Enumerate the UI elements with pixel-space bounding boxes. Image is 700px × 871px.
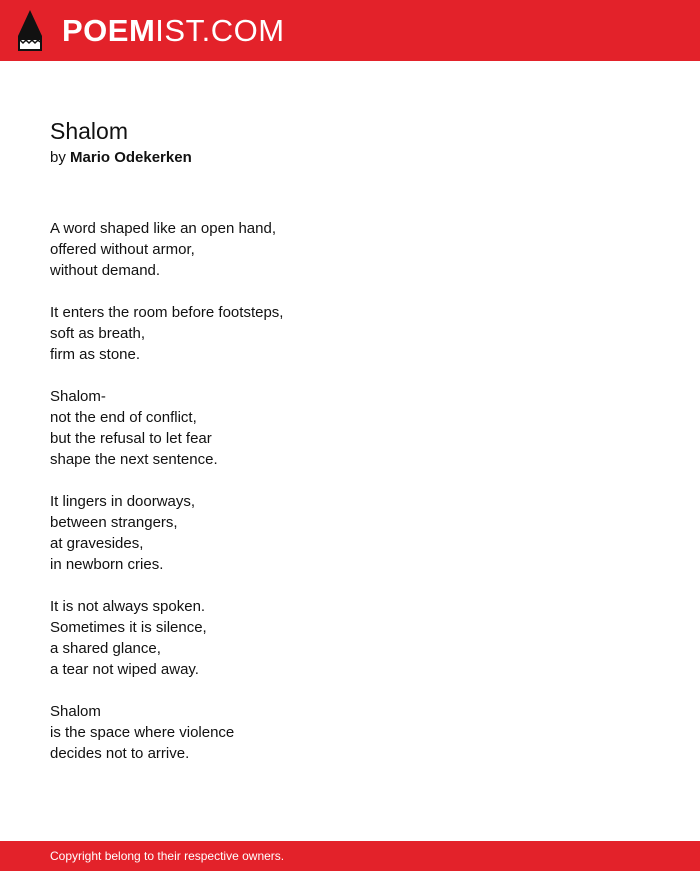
pencil-logo-icon[interactable] xyxy=(18,10,42,51)
site-logo[interactable] xyxy=(62,12,285,50)
site-header xyxy=(0,0,700,61)
logo-bold-part: POEM xyxy=(62,13,156,48)
poem-line: A word shaped like an open hand, xyxy=(50,220,277,237)
poem-line: in newborn cries. xyxy=(50,556,164,573)
poem-line: decides not to arrive. xyxy=(50,745,190,762)
poem-line: soft as breath, xyxy=(50,325,146,342)
logo-light-part: IST.COM xyxy=(155,13,285,48)
byline xyxy=(50,146,650,170)
poem-line: not the end of conflict, xyxy=(50,409,197,426)
poem-line: firm as stone. xyxy=(50,346,141,363)
poem-line: offered without armor, xyxy=(50,241,195,258)
poem-line: a shared glance, xyxy=(50,640,161,657)
poem-line: is the space where violence xyxy=(50,724,235,741)
poem-title: Shalom xyxy=(50,118,128,144)
poem-line: Sometimes it is silence, xyxy=(50,619,207,636)
poem-line: It enters the room before footsteps, xyxy=(50,304,284,321)
poem-line: but the refusal to let fear xyxy=(50,430,212,447)
poem-line: It is not always spoken. xyxy=(50,598,206,615)
author-name: Mario Odekerken xyxy=(70,149,192,166)
poem-line: It lingers in doorways, xyxy=(50,493,196,510)
poem-body xyxy=(50,218,650,764)
poem-line: shape the next sentence. xyxy=(50,451,218,468)
poem-stanza xyxy=(50,701,650,764)
by-label: by xyxy=(50,149,66,166)
poem-stanza xyxy=(50,218,650,281)
poem-line: between strangers, xyxy=(50,514,178,531)
poem-stanza xyxy=(50,386,650,470)
poem-line: Shalom xyxy=(50,703,101,720)
poem-line: at gravesides, xyxy=(50,535,144,552)
poem-line: Shalom- xyxy=(50,388,106,405)
copyright-text: Copyright belong to their respective owners. xyxy=(50,849,285,863)
poem-stanza xyxy=(50,302,650,365)
site-footer xyxy=(0,841,700,871)
poem-content xyxy=(50,116,650,785)
poem-line: a tear not wiped away. xyxy=(50,661,199,678)
poem-stanza xyxy=(50,491,650,575)
poem-line: without demand. xyxy=(50,262,161,279)
poem-stanza xyxy=(50,596,650,680)
